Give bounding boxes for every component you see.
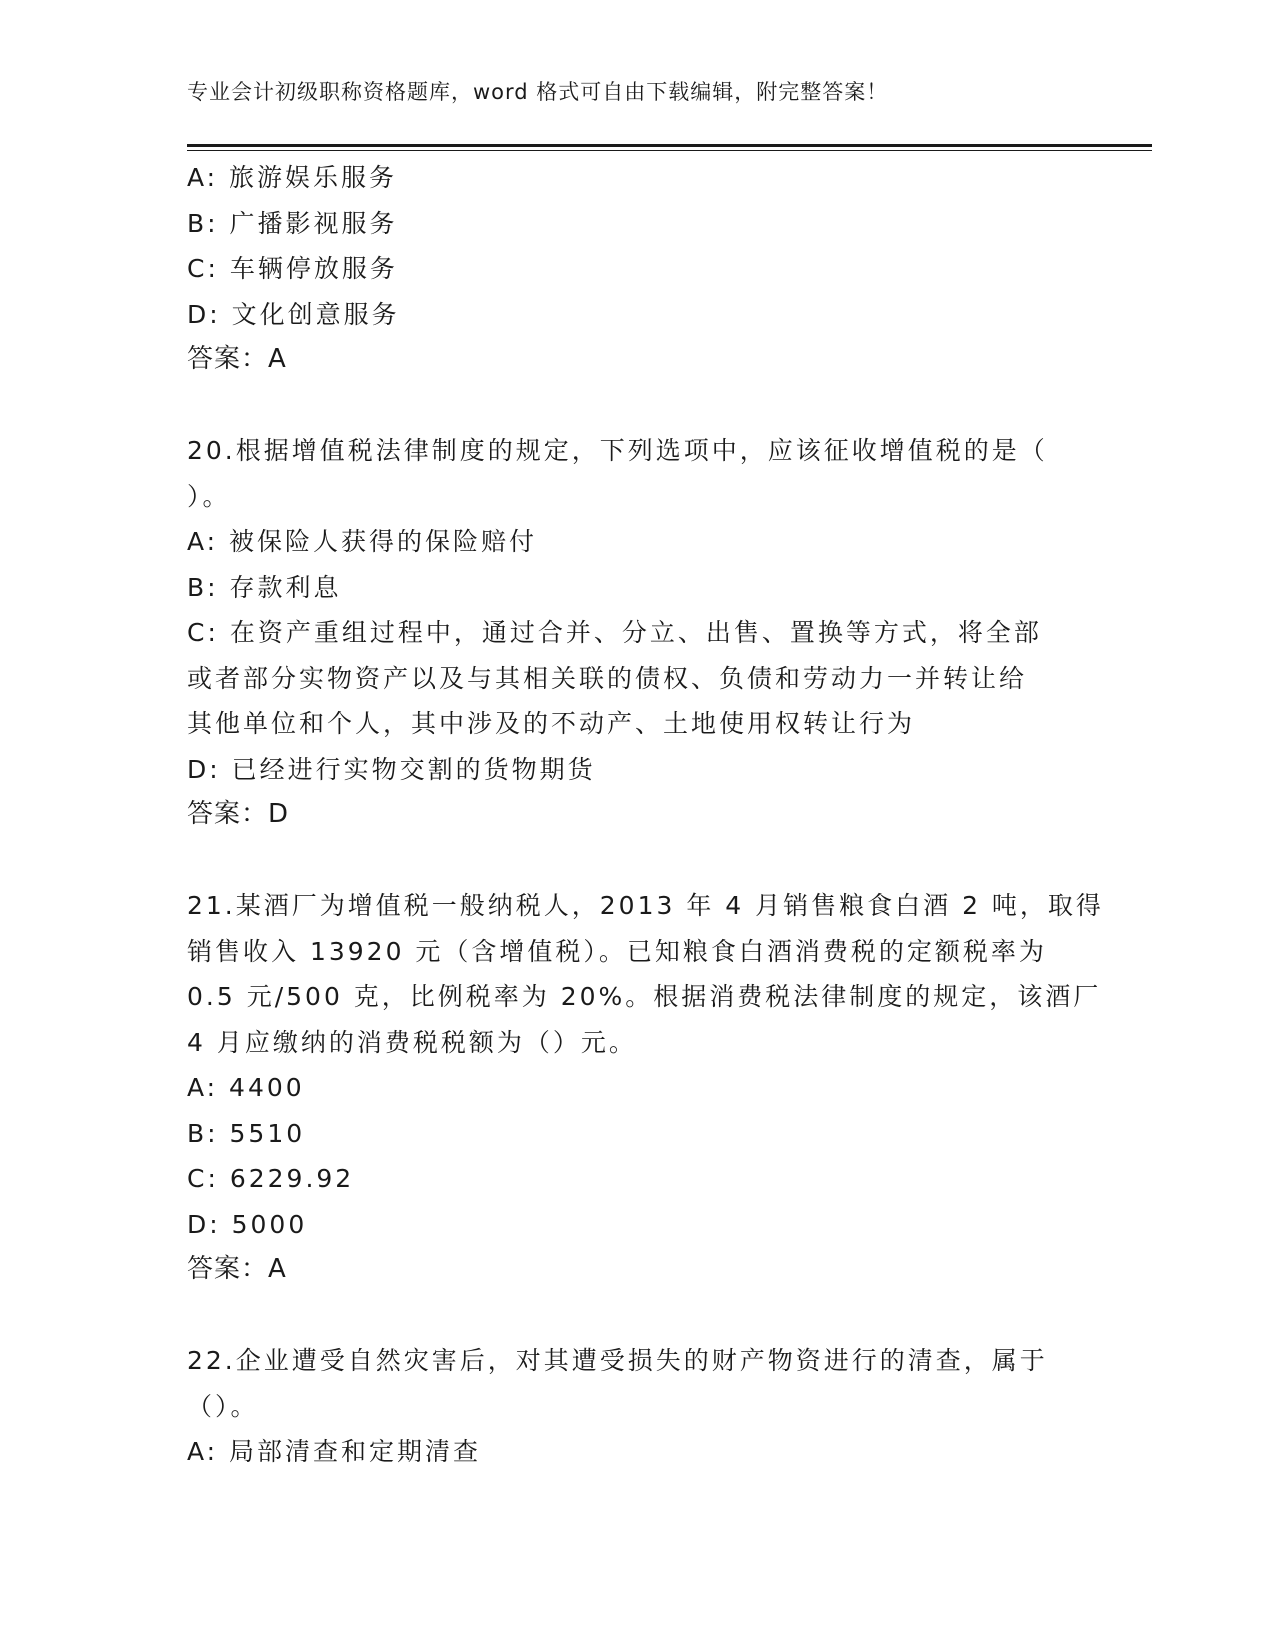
option-a: A: 局部清查和定期清查 (187, 1437, 482, 1466)
option-c: C: 在资产重组过程中，通过合并、分立、出售、置换等方式，将全部 (187, 618, 1042, 647)
option-a: A: 旅游娱乐服务 (187, 163, 398, 192)
question-20 (187, 428, 1087, 838)
question-content (187, 155, 1104, 1475)
answer: 答案：A (187, 1254, 287, 1284)
spacer (187, 838, 1087, 884)
question-stem-line: 销售收入 13920 元（含增值税）。已知粮食白酒消费税的定额税率为 (187, 936, 1047, 966)
question-stem-line: 20.根据增值税法律制度的规定，下列选项中，应该征收增值税的是（ (187, 436, 1048, 465)
question-stem-line: （）。 (187, 1391, 259, 1421)
page-header: 专业会计初级职称资格题库，word 格式可自由下载编辑，附完整答案！ (187, 80, 889, 104)
option-c: C: 6229.92 (187, 1164, 355, 1193)
option-b: B: 广播影视服务 (187, 208, 398, 238)
question-stem-line: 0.5 元/500 克，比例税率为 20%。根据消费税法律制度的规定，该酒厂 (187, 982, 1102, 1011)
option-b: B: 存款利息 (187, 572, 342, 602)
option-c: C: 车辆停放服务 (187, 254, 398, 283)
question-19 (187, 155, 1087, 383)
header-divider-thin (187, 150, 1152, 151)
option-d: D: 文化创意服务 (187, 299, 400, 329)
question-21 (187, 883, 1104, 1293)
option-c-continued: 或者部分实物资产以及与其相关联的债权、负债和劳动力一并转让给 (187, 663, 1028, 693)
option-c-continued: 其他单位和个人，其中涉及的不动产、土地使用权转让行为 (187, 709, 916, 738)
spacer (187, 383, 1087, 429)
spacer (187, 1293, 1087, 1339)
question-22 (187, 1338, 1087, 1475)
option-d: D: 5000 (187, 1209, 308, 1239)
question-stem-line: 22.企业遭受自然灾害后，对其遭受损失的财产物资进行的清查，属于 (187, 1346, 1048, 1375)
question-stem-line: 21.某酒厂为增值税一般纳税人，2013 年 4 月销售粮食白酒 2 吨，取得 (187, 891, 1104, 920)
question-stem-line: 4 月应缴纳的消费税税额为（）元。 (187, 1027, 637, 1057)
answer: 答案：A (187, 344, 287, 374)
question-stem-line: ）。 (187, 481, 231, 511)
option-d: D: 已经进行实物交割的货物期货 (187, 754, 596, 784)
option-a: A: 被保险人获得的保险赔付 (187, 527, 538, 556)
header-divider-thick (187, 144, 1152, 147)
option-a: A: 4400 (187, 1073, 305, 1102)
answer: 答案：D (187, 799, 290, 829)
option-b: B: 5510 (187, 1118, 306, 1148)
